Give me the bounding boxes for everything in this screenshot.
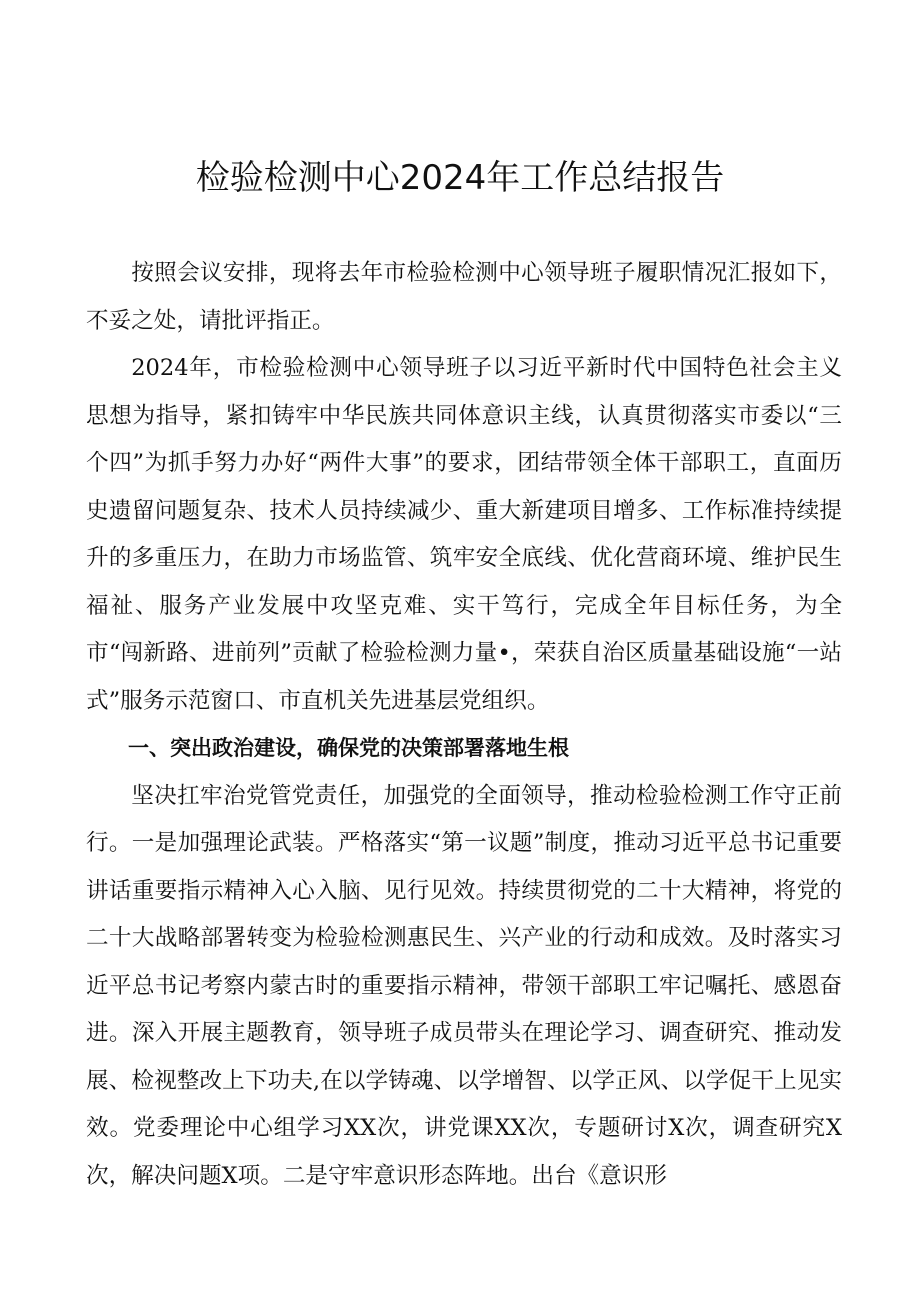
section-heading: 一、突出政治建设，确保党的决策部署落地生根	[128, 736, 569, 760]
summary-paragraph: 2024年，市检验检测中心领导班子以习近平新时代中国特色社会主义思想为指导，紧扣铸牢中华民族共同体意识主线，认真贯彻落实市委以“三个四”为抓手努力办好“两件大事”的要求，团结带领全体干部职工，直面历史遗留问题复杂、技术人员持续减少、重大新建项目增多、工作标准持续提升的多重压力，在助力市场监管、筑牢安全底线、优化营商环境、维护民生福祉、服务产业发展中攻坚克难、实干笃行，完成全年目标任务，为全市“闯新路、进前列”贡献了检验检测力量•，荣获自治区质量基础设施“一站式”服务示范窗口、市直机关先进基层党组织。	[86, 355, 842, 714]
intro-paragraph: 按照会议安排，现将去年市检验检测中心领导班子履职情况汇报如下，不妥之处，请批评指正。	[86, 260, 842, 334]
section-paragraph: 坚决扛牢治党管党责任，加强党的全面领导，推动检验检测工作守正前行。一是加强理论武装。严格落实“第一议题”制度，推动习近平总书记重要讲话重要指示精神入心入脑、见行见效。持续贯彻党的二十大精神，将党的二十大战略部署转变为检验检测惠民生、兴产业的行动和成效。及时落实习近平总书记考察内蒙古时的重要指示精神，带领干部职工牢记嘱托、感恩奋进。深入开展主题教育，领导班子成员带头在理论学习、调查研究、推动发展、检视整改上下功夫,在以学铸魂、以学增智、以学正风、以学促干上见实效。党委理论中心组学习XX次，讲党课XX次，专题研讨X次，调查研究X次，解决问题X项。二是守牢意识形态阵地。出台《意识形	[86, 782, 842, 1189]
document-title: 检验检测中心2024年工作总结报告	[195, 158, 725, 198]
document-body	[86, 250, 842, 1200]
